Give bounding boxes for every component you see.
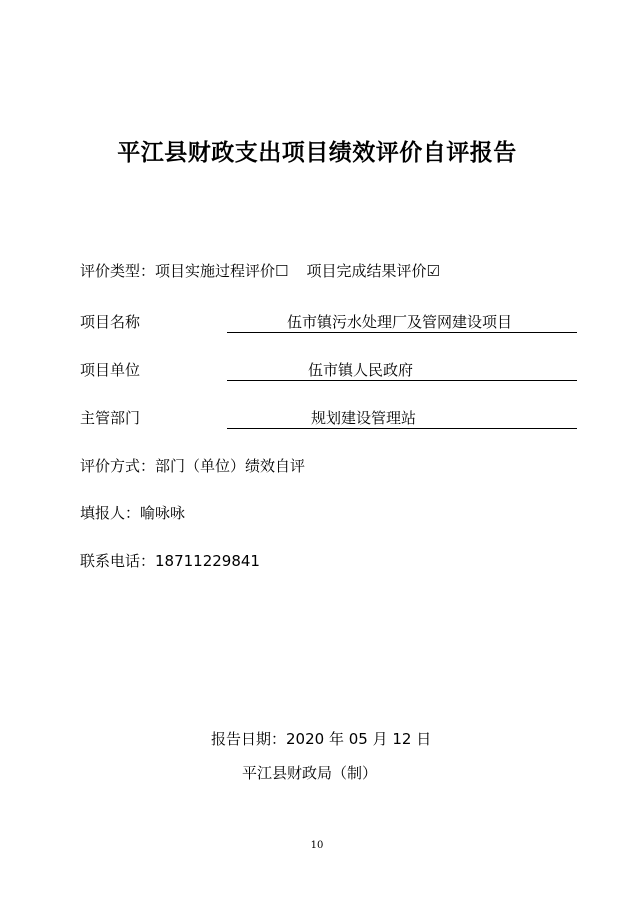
option-process-label: 项目实施过程评价 — [155, 262, 276, 280]
option-process-checkbox: ☐ — [275, 262, 289, 280]
contact-phone: 联系电话：18711229841 — [80, 552, 260, 570]
project-name-row — [80, 312, 513, 332]
evaluation-type-label: 评价类型： — [80, 262, 156, 280]
project-unit-row — [80, 360, 414, 380]
evaluation-type-row — [80, 261, 440, 281]
filler-name: 填报人：喻咏咏 — [80, 504, 186, 522]
supervising-dept-label: 主管部门 — [80, 409, 141, 427]
evaluation-method: 评价方式：部门（单位）绩效自评 — [80, 457, 306, 475]
project-unit-value: 伍市镇人民政府 — [308, 361, 414, 379]
option-result-label: 项目完成结果评价 — [306, 262, 427, 280]
project-name-field — [227, 312, 577, 333]
supervising-dept-value: 规划建设管理站 — [311, 409, 417, 427]
supervising-dept-field — [227, 408, 577, 429]
issuer: 平江县财政局（制） — [242, 764, 378, 782]
page-number: 10 — [310, 840, 324, 851]
report-date: 报告日期：2020 年 05 月 12 日 — [211, 730, 432, 748]
project-name-value: 伍市镇污水处理厂及管网建设项目 — [287, 313, 513, 331]
project-unit-label: 项目单位 — [80, 361, 141, 379]
report-title: 平江县财政支出项目绩效评价自评报告 — [117, 139, 517, 166]
supervising-dept-row — [80, 408, 417, 428]
option-result-checkbox: ☑ — [426, 262, 440, 280]
project-unit-field — [227, 360, 577, 381]
project-name-label: 项目名称 — [80, 313, 141, 331]
